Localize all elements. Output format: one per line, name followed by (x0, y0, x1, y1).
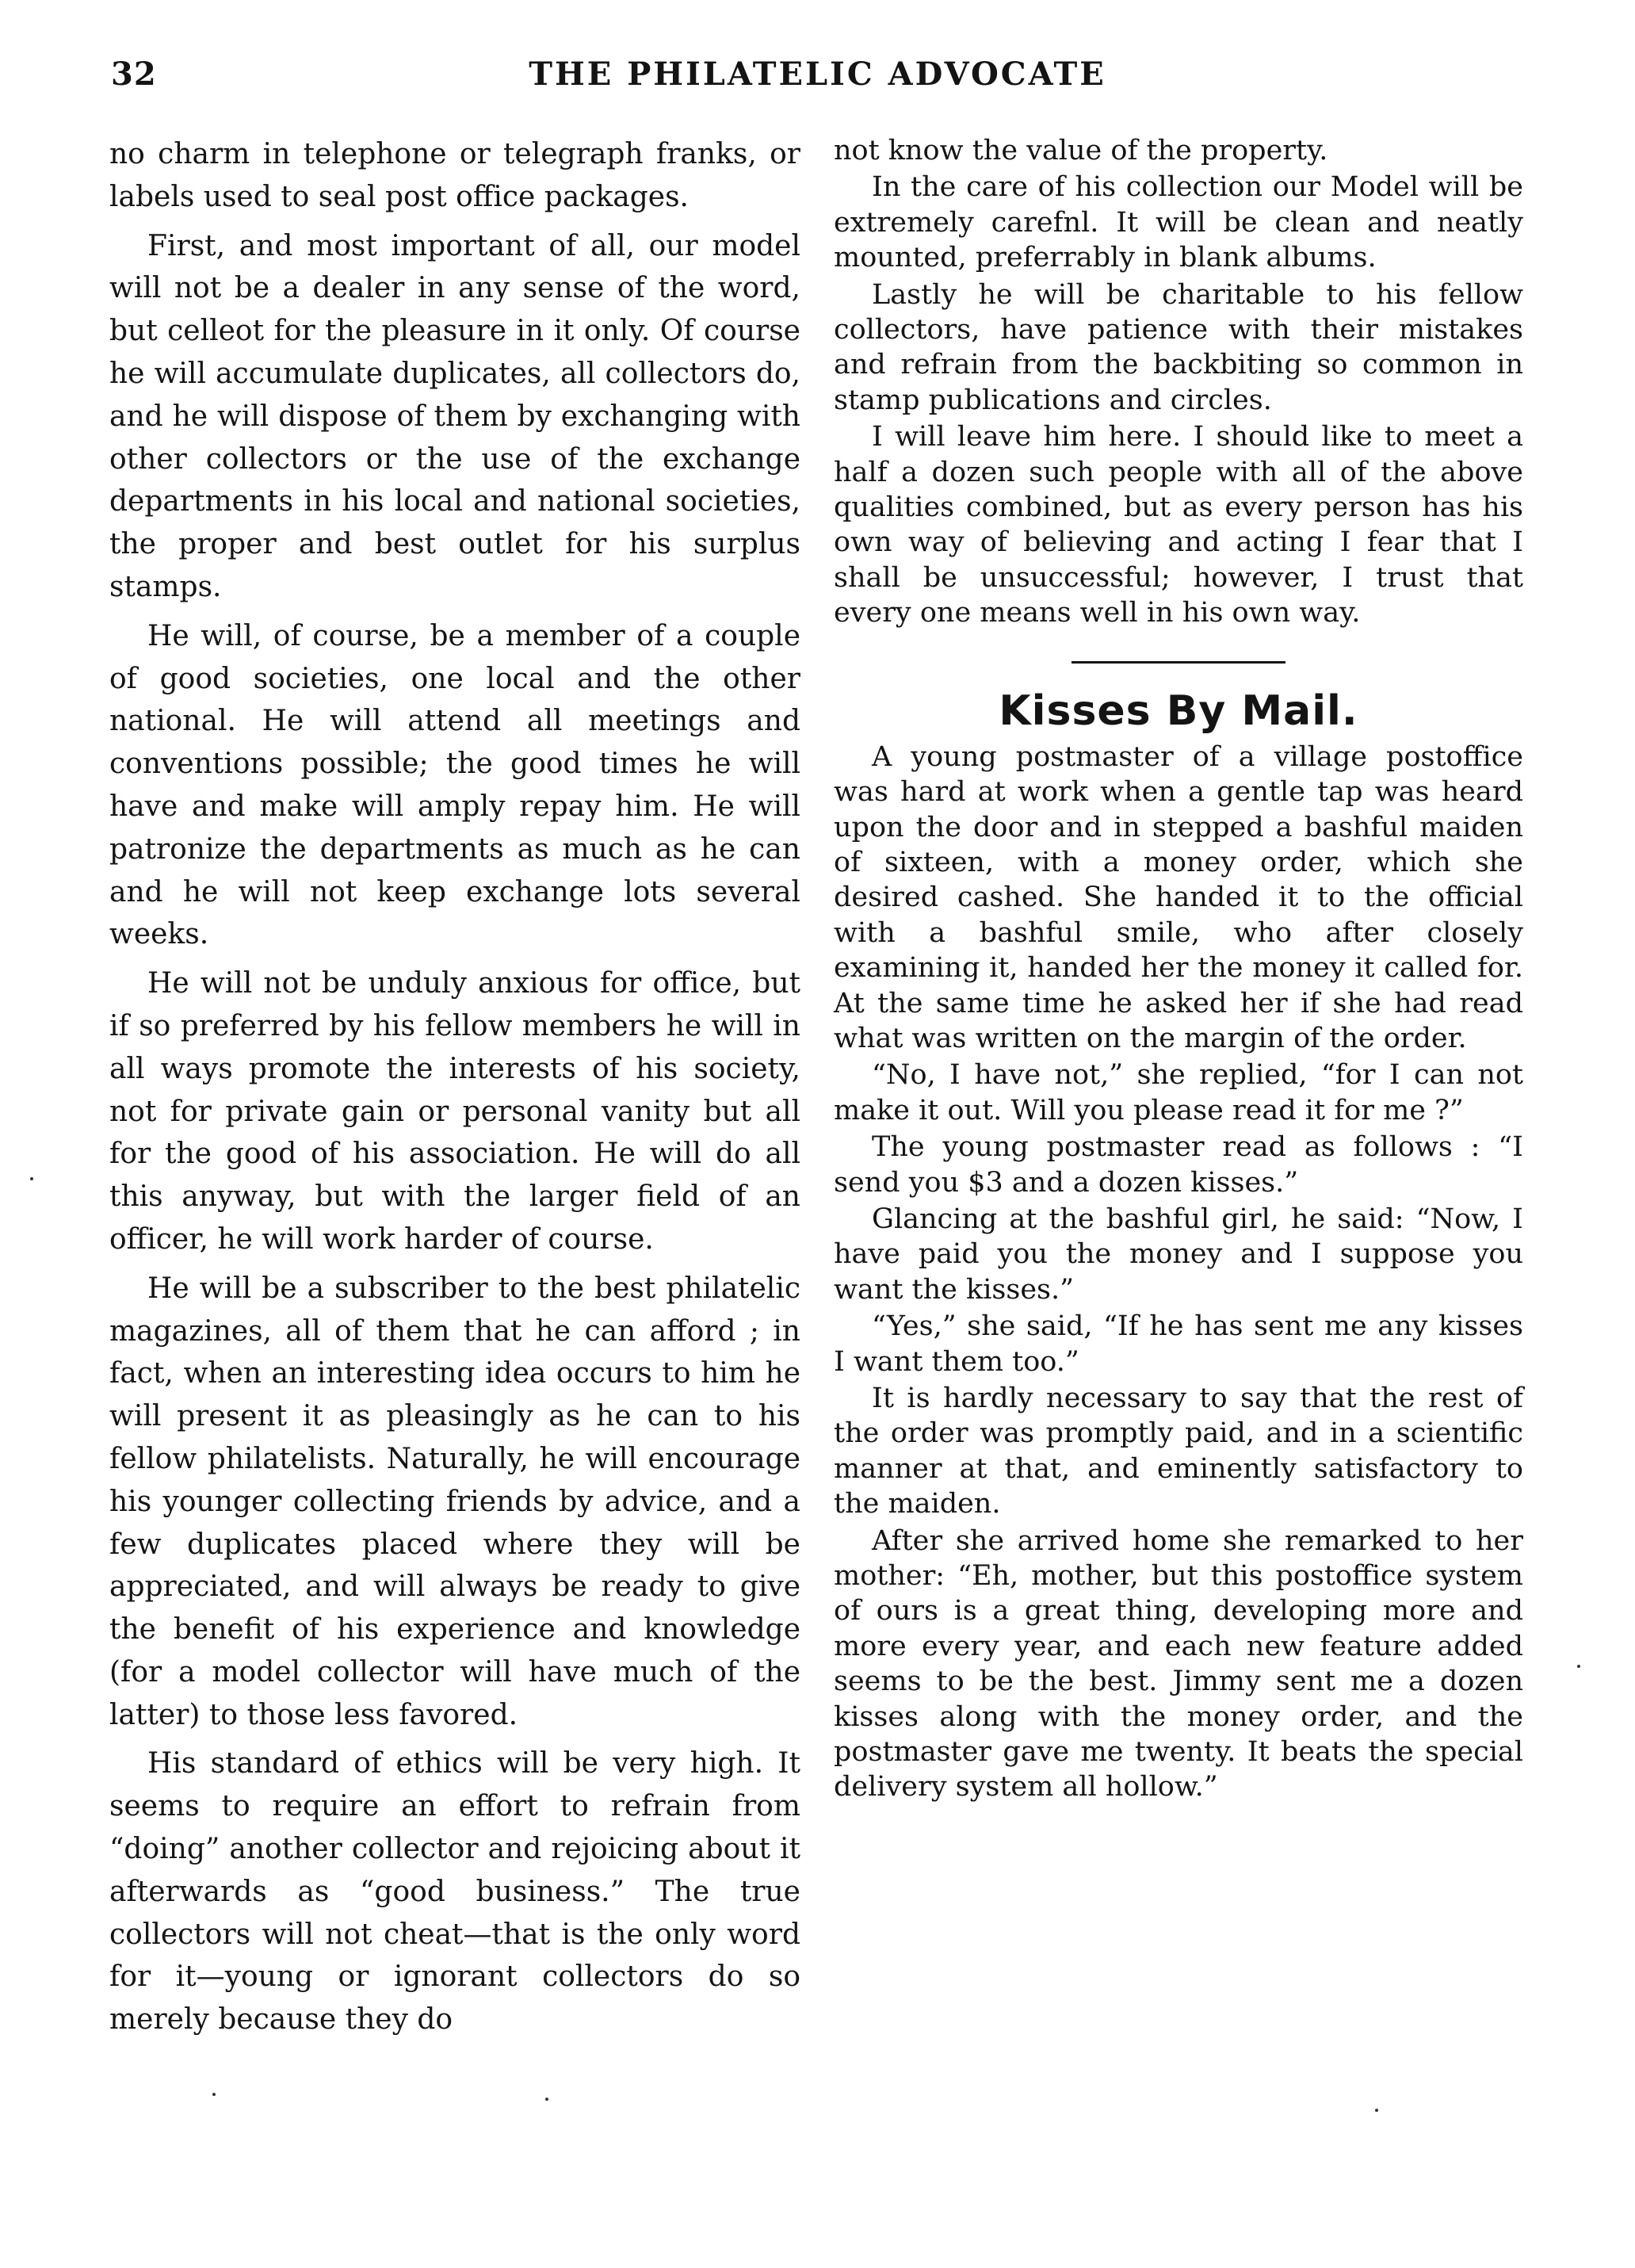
page-number: 32 (111, 55, 157, 93)
paragraph: Lastly he will be charitable to his fellow collectors, have patience with their mistakes and refrain from the backbiting so common in stamp publications and circles. (834, 278, 1523, 416)
paragraph: His standard of ethics will be very high. It seems to require an effort to refrain from “doing” another collector and rejoicing about it afterwards as “good business.” The true collectors will not cheat—that is the only word for it—young or ignorant collectors do so merely because they do (109, 1747, 800, 2037)
paragraph: “Yes,” she said, “If he has sent me any kisses I want them too.” (834, 1310, 1523, 1378)
paragraph: A young postmaster of a village postoffice was hard at work when a gentle tap was heard upon the door and in stepped a bashful maiden of sixteen, with a money order, which she desired cashed. She handed it to the official with a bashful smile, who after closely examining it, handed her the money it called for. At the same time he asked her if she had read what was written on the margin of the order. (834, 740, 1523, 1054)
scan-speck (1577, 1665, 1580, 1668)
scan-speck (30, 1177, 33, 1180)
paragraph: After she arrived home she remarked to her mother: “Eh, mother, but this postoffice system of ours is a great thing, developing more and more every year, and each new feature added seems to be the best. Jimmy sent me a dozen kisses along with the money order, and the postmaster gave me twenty. It beats the special delivery system all hollow.” (834, 1524, 1523, 1803)
paragraph: He will not be unduly anxious for office, but if so preferred by his fellow members he will in all ways promote the interests of his society, not for private gain or personal vanity but all for the good of his association. He will do all this anyway, but with the larger field of an officer, he will work harder of course. (109, 967, 800, 1256)
left-column (109, 133, 800, 2163)
paragraph: It is hardly necessary to say that the rest of the order was promptly paid, and in a scientific manner at that, and eminently satisfactory to the maiden. (834, 1383, 1523, 1520)
right-column (834, 133, 1523, 2163)
paragraph: no charm in telephone or telegraph franks, or labels used to seal post office packages. (109, 138, 800, 213)
paragraph: “No, I have not,” she replied, “for I can not make it out. Will you please read it for me ?” (834, 1059, 1523, 1126)
paragraph: Glancing at the bashful girl, he said: “Now, I have paid you the money and I suppose you want the kisses.” (834, 1203, 1523, 1306)
scan-speck (1375, 2109, 1378, 2112)
paragraph: I will leave him here. I should like to meet a half a dozen such people with all of the above qualities combined, but as every person has his own way of believing and acting I fear that I shall be unsuccessful; however, I trust that every one means well in his own way. (834, 421, 1523, 629)
running-title: THE PHILATELIC ADVOCATE (529, 55, 1106, 93)
page-header (0, 55, 1635, 111)
scan-speck (545, 2098, 548, 2101)
article-heading: Kisses By Mail. (999, 687, 1358, 735)
paragraph: He will, of course, be a member of a couple of good societies, one local and the other national. He will attend all meetings and conventions possible; the good times he will have and make will amply repay him. He will patronize the departments as much as he can and he will not keep exchange lots several weeks. (109, 619, 800, 951)
paragraph: The young postmaster read as follows : “I send you $3 and a dozen kisses.” (834, 1131, 1523, 1199)
paragraph: In the care of his collection our Model will be extremely carefnl. It will be clean and neatly mounted, preferrably in blank albums. (834, 171, 1523, 274)
scan-speck (212, 2093, 216, 2096)
paragraph: He will be a subscriber to the best philatelic magazines, all of them that he can afford ; in fact, when an interesting idea occurs to him he will present it as pleasingly as he can to his fellow philatelists. Naturally, he will encourage his younger collecting friends by advice, and a few duplicates placed where they will be appreciated, and will always be ready to give the benefit of his experience and knowledge (for a model collector will have much of the latter) to those less favored. (109, 1272, 800, 1731)
paragraph: First, and most important of all, our model will not be a dealer in any sense of the word, but celleot for the pleasure in it only. Of course he will accumulate duplicates, all collectors do, and he will dispose of them by exchanging with other collectors or the use of the exchange departments in his local and national societies, the proper and best outlet for his surplus stamps. (109, 229, 800, 603)
paragraph: not know the value of the property. (834, 135, 1328, 166)
section-divider (1072, 661, 1285, 664)
